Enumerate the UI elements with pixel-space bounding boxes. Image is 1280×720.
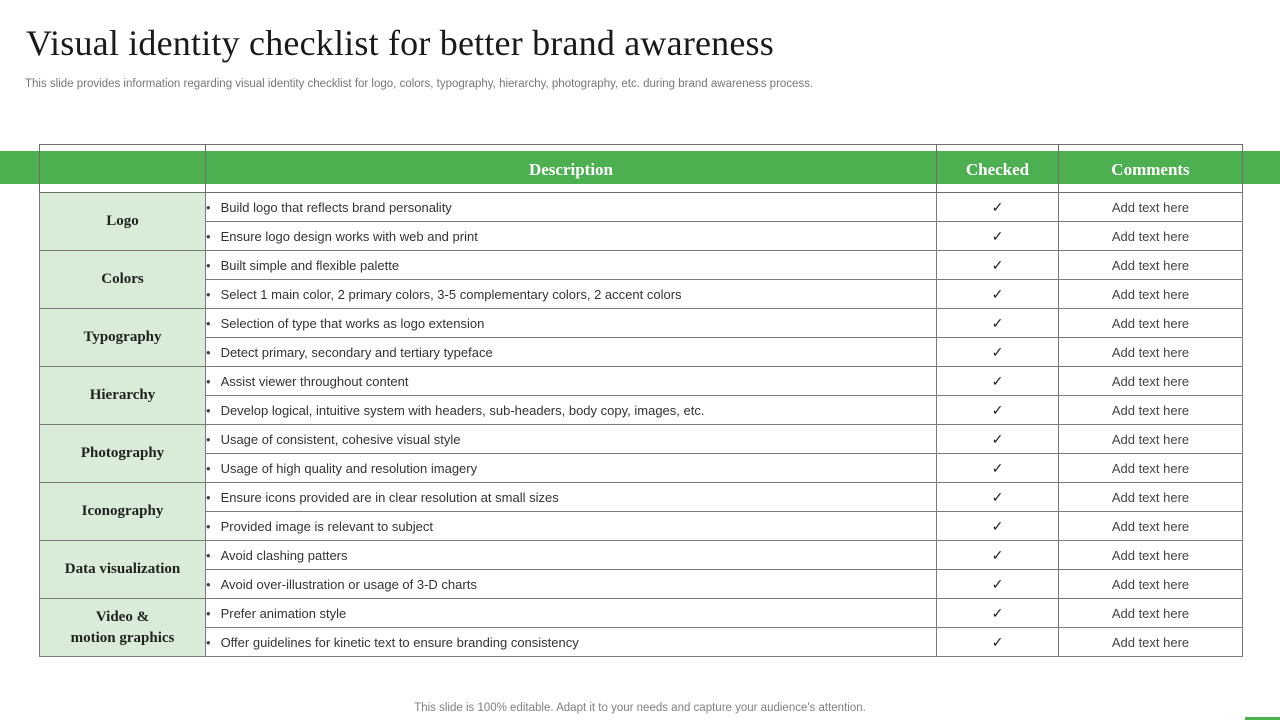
table-row xyxy=(40,425,1243,454)
table-row xyxy=(40,541,1243,570)
checkmark-icon: ✓ xyxy=(937,396,1059,425)
table-row xyxy=(40,338,1243,367)
checkmark-icon: ✓ xyxy=(937,280,1059,309)
table-row xyxy=(40,599,1243,628)
comment-cell[interactable]: Add text here xyxy=(1059,512,1243,541)
description-text: Detect primary, secondary and tertiary typeface xyxy=(220,344,493,360)
bullet-icon: • xyxy=(206,634,211,650)
table-row xyxy=(40,454,1243,483)
description-text: Build logo that reflects brand personality xyxy=(220,199,452,215)
checkmark-icon: ✓ xyxy=(937,222,1059,251)
category-cell xyxy=(40,367,206,425)
description-cell xyxy=(206,251,937,280)
table-row xyxy=(40,367,1243,396)
comment-cell[interactable]: Add text here xyxy=(1059,483,1243,512)
description-cell xyxy=(206,454,937,483)
category-label: Hierarchy xyxy=(89,387,156,403)
checkmark-icon: ✓ xyxy=(937,251,1059,280)
comment-cell[interactable]: Add text here xyxy=(1059,222,1243,251)
category-label: Photography xyxy=(80,445,165,461)
table-row xyxy=(40,570,1243,599)
bullet-icon: • xyxy=(206,257,211,273)
header-comments: Comments xyxy=(1059,145,1243,193)
category-label: Logo xyxy=(106,213,139,229)
slide-title: Visual identity checklist for better brand awareness xyxy=(26,23,774,63)
description-text: Avoid over-illustration or usage of 3-D charts xyxy=(220,576,477,592)
category-label: Colors xyxy=(101,271,144,287)
checkmark-icon: ✓ xyxy=(937,338,1059,367)
comment-cell[interactable]: Add text here xyxy=(1059,309,1243,338)
checkmark-icon: ✓ xyxy=(937,454,1059,483)
checklist-table xyxy=(39,144,1243,657)
comment-cell[interactable]: Add text here xyxy=(1059,280,1243,309)
description-text: Usage of high quality and resolution imagery xyxy=(220,460,478,476)
bullet-icon: • xyxy=(206,228,211,244)
description-text: Selection of type that works as logo extension xyxy=(220,315,485,331)
bullet-icon: • xyxy=(206,605,211,621)
category-label: Iconography xyxy=(81,503,164,519)
comment-cell[interactable]: Add text here xyxy=(1059,570,1243,599)
bullet-icon: • xyxy=(206,460,211,476)
bullet-icon: • xyxy=(206,286,211,302)
bullet-icon: • xyxy=(206,344,211,360)
bullet-icon: • xyxy=(206,315,211,331)
description-cell xyxy=(206,425,937,454)
description-cell xyxy=(206,367,937,396)
checkmark-icon: ✓ xyxy=(937,193,1059,222)
comment-cell[interactable]: Add text here xyxy=(1059,541,1243,570)
header-description: Description xyxy=(206,145,937,193)
description-text: Develop logical, intuitive system with headers, sub-headers, body copy, images, etc. xyxy=(220,402,705,418)
checkmark-icon: ✓ xyxy=(937,425,1059,454)
checkmark-icon: ✓ xyxy=(937,570,1059,599)
comment-cell[interactable]: Add text here xyxy=(1059,454,1243,483)
table-row xyxy=(40,483,1243,512)
description-cell xyxy=(206,193,937,222)
category-label: Video & motion graphics xyxy=(70,608,175,646)
comment-cell[interactable]: Add text here xyxy=(1059,367,1243,396)
comment-cell[interactable]: Add text here xyxy=(1059,193,1243,222)
description-cell xyxy=(206,628,937,657)
description-text: Provided image is relevant to subject xyxy=(220,518,434,534)
table-row xyxy=(40,512,1243,541)
bullet-icon: • xyxy=(206,199,211,215)
checkmark-icon: ✓ xyxy=(937,367,1059,396)
description-cell xyxy=(206,309,937,338)
checkmark-icon: ✓ xyxy=(937,483,1059,512)
category-cell xyxy=(40,425,206,483)
header-category xyxy=(40,145,206,193)
table-row xyxy=(40,251,1243,280)
bullet-icon: • xyxy=(206,576,211,592)
description-text: Assist viewer throughout content xyxy=(220,373,409,389)
category-cell xyxy=(40,251,206,309)
slide-subtitle: This slide provides information regarding visual identity checklist for logo, colors, typography, hierarchy, photography, etc. during brand awareness process. xyxy=(25,78,814,90)
category-cell xyxy=(40,483,206,541)
description-text: Built simple and flexible palette xyxy=(220,257,400,273)
checkmark-icon: ✓ xyxy=(937,628,1059,657)
comment-cell[interactable]: Add text here xyxy=(1059,599,1243,628)
description-text: Select 1 main color, 2 primary colors, 3-5 complementary colors, 2 accent colors xyxy=(220,286,682,302)
comment-cell[interactable]: Add text here xyxy=(1059,338,1243,367)
table-row xyxy=(40,396,1243,425)
description-cell xyxy=(206,570,937,599)
bullet-icon: • xyxy=(206,518,211,534)
checkmark-icon: ✓ xyxy=(937,541,1059,570)
bullet-icon: • xyxy=(206,373,211,389)
table-row xyxy=(40,309,1243,338)
comment-cell[interactable]: Add text here xyxy=(1059,396,1243,425)
category-label: Typography xyxy=(83,329,162,345)
category-cell xyxy=(40,309,206,367)
description-cell xyxy=(206,280,937,309)
comment-cell[interactable]: Add text here xyxy=(1059,628,1243,657)
description-text: Avoid clashing patters xyxy=(220,547,348,563)
description-cell xyxy=(206,541,937,570)
description-cell xyxy=(206,483,937,512)
checkmark-icon: ✓ xyxy=(937,599,1059,628)
description-text: Usage of consistent, cohesive visual style xyxy=(220,431,461,447)
checkmark-icon: ✓ xyxy=(937,512,1059,541)
header-checked: Checked xyxy=(937,145,1059,193)
description-cell xyxy=(206,512,937,541)
description-cell xyxy=(206,222,937,251)
description-text: Prefer animation style xyxy=(220,605,347,621)
bullet-icon: • xyxy=(206,489,211,505)
comment-cell[interactable]: Add text here xyxy=(1059,251,1243,280)
table-row xyxy=(40,628,1243,657)
bullet-icon: • xyxy=(206,402,211,418)
comment-cell[interactable]: Add text here xyxy=(1059,425,1243,454)
bullet-icon: • xyxy=(206,547,211,563)
bullet-icon: • xyxy=(206,431,211,447)
category-cell xyxy=(40,193,206,251)
category-cell xyxy=(40,599,206,657)
category-label: Data visualization xyxy=(64,561,181,577)
table-header-row xyxy=(40,145,1243,193)
description-text: Offer guidelines for kinetic text to ensure branding consistency xyxy=(220,634,579,650)
description-cell xyxy=(206,338,937,367)
category-cell xyxy=(40,541,206,599)
checklist-body xyxy=(40,193,1243,657)
table-row xyxy=(40,280,1243,309)
description-cell xyxy=(206,599,937,628)
description-text: Ensure icons provided are in clear resolution at small sizes xyxy=(220,489,559,505)
description-cell xyxy=(206,396,937,425)
table-row xyxy=(40,222,1243,251)
checkmark-icon: ✓ xyxy=(937,309,1059,338)
slide-footer: This slide is 100% editable. Adapt it to your needs and capture your audience's attention. xyxy=(414,702,866,714)
table-row xyxy=(40,193,1243,222)
description-text: Ensure logo design works with web and print xyxy=(220,228,478,244)
